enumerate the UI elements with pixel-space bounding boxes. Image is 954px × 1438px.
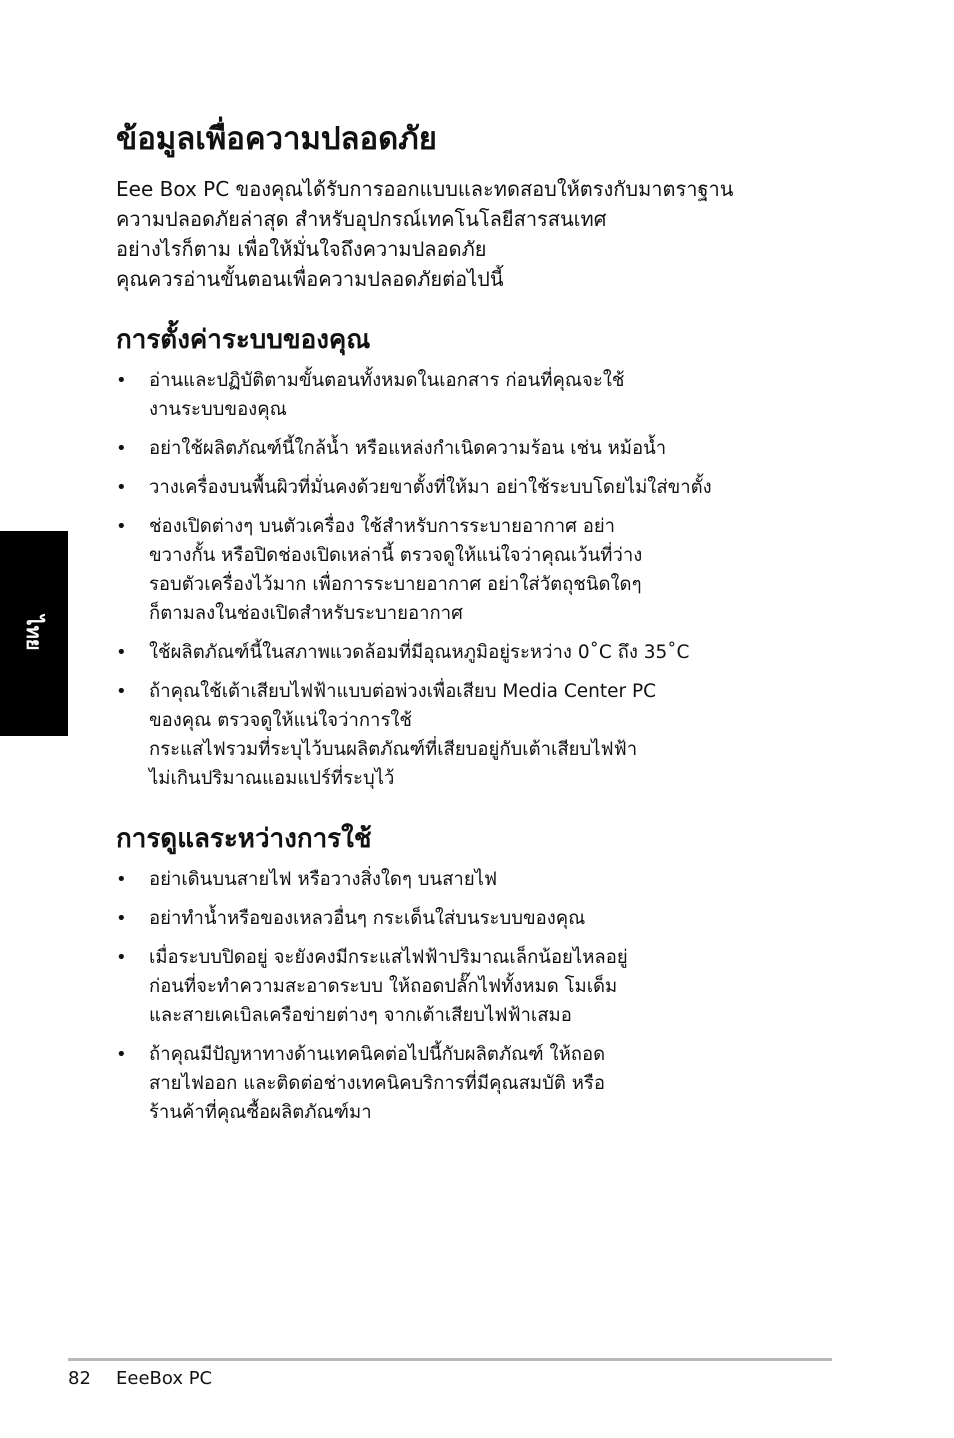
bullet-icon: • [116, 908, 127, 929]
list-item [116, 865, 846, 894]
page-number: 82 [68, 1368, 91, 1389]
list-item-line: สายไฟออก และติดต่อช่างเทคนิคบริการที่มีคุณสมบัติ หรือ [149, 1073, 605, 1094]
list-item-line: อ่านและปฏิบัติตามขั้นตอนทั้งหมดในเอกสาร ก่อนที่คุณจะใช้ [149, 370, 625, 391]
language-tab [0, 531, 68, 736]
list-item [116, 473, 846, 502]
list-item-line: วางเครื่องบนพื้นผิวที่มั่นคงด้วยขาตั้งที่ให้มา อย่าใช้ระบบโดยไม่ใส่ขาตั้ง [149, 477, 712, 498]
bullet-icon: • [116, 477, 127, 498]
list-item-line: อย่าเดินบนสายไฟ หรือวางสิ่งใดๆ บนสายไฟ [149, 869, 498, 890]
list-item-line: ก่อนที่จะทำความสะอาดระบบ ให้ถอดปลั๊กไฟทั้งหมด โมเด็ม [149, 976, 618, 997]
page-content [116, 118, 846, 1137]
list-item-line: ไม่เกินปริมาณแอมแปร์ที่ระบุไว้ [149, 768, 395, 789]
list-item [116, 638, 846, 667]
list-item-line: และสายเคเบิลเครือข่ายต่างๆ จากเต้าเสียบไฟฟ้าเสมอ [149, 1005, 572, 1026]
care-list [116, 865, 846, 1127]
section-heading-setup: การตั้งค่าระบบของคุณ [116, 325, 371, 355]
list-item-line: กระแสไฟรวมที่ระบุไว้บนผลิตภัณฑ์ที่เสียบอยู่กับเต้าเสียบไฟฟ้า [149, 739, 638, 760]
intro-line: ความปลอดภัยล่าสุด สำหรับอุปกรณ์เทคโนโลยีสารสนเทศ [116, 207, 607, 231]
list-item-line: ช่องเปิดต่างๆ บนตัวเครื่อง ใช้สำหรับการระบายอากาศ อย่า [149, 516, 616, 537]
list-item-line: ร้านค้าที่คุณซื้อผลิตภัณฑ์มา [149, 1102, 372, 1123]
language-tab-label: ไทย [22, 615, 46, 651]
page-title: ข้อมูลเพื่อความปลอดภัย [116, 121, 437, 157]
list-item-line: เมื่อระบบปิดอยู่ จะยังคงมีกระแสไฟฟ้าปริมาณเล็กน้อยไหลอยู่ [149, 947, 628, 968]
intro-line: อย่างไรก็ตาม เพื่อให้มั่นใจถึงความปลอดภัย [116, 237, 487, 261]
bullet-icon: • [116, 681, 127, 702]
list-item-line: ถ้าคุณมีปัญหาทางด้านเทคนิคต่อไปนี้กับผลิตภัณฑ์ ให้ถอด [149, 1044, 606, 1065]
list-item [116, 1040, 846, 1127]
list-item-line: งานระบบของคุณ [149, 399, 287, 420]
list-item-line: ก็ตามลงในช่องเปิดสำหรับระบายอากาศ [149, 603, 463, 624]
bullet-icon: • [116, 438, 127, 459]
setup-list [116, 366, 846, 793]
bullet-icon: • [116, 642, 127, 663]
list-item-line: รอบตัวเครื่องไว้มาก เพื่อการระบายอากาศ อย่าใส่วัตถุชนิดใดๆ [149, 574, 642, 595]
list-item-line: ใช้ผลิตภัณฑ์นี้ในสภาพแวดล้อมที่มีอุณหภูมิอยู่ระหว่าง 0˚C ถึง 35˚C [149, 642, 690, 663]
product-name: EeeBox PC [116, 1368, 213, 1389]
list-item-line: ถ้าคุณใช้เต้าเสียบไฟฟ้าแบบต่อพ่วงเพื่อเสียบ Media Center PC [149, 681, 657, 702]
intro-line: Eee Box PC ของคุณได้รับการออกแบบและทดสอบให้ตรงกับมาตราฐาน [116, 177, 734, 201]
intro-paragraph [116, 174, 846, 294]
list-item-line: ของคุณ ตรวจดูให้แน่ใจว่าการใช้ [149, 710, 412, 731]
bullet-icon: • [116, 1044, 127, 1065]
list-item [116, 366, 846, 424]
list-item [116, 943, 846, 1030]
bullet-icon: • [116, 516, 127, 537]
footer-divider [68, 1358, 832, 1361]
intro-line: คุณควรอ่านขั้นตอนเพื่อความปลอดภัยต่อไปนี้ [116, 267, 504, 291]
list-item-line: อย่าทำน้ำหรือของเหลวอื่นๆ กระเด็นใส่บนระบบของคุณ [149, 908, 586, 929]
list-item [116, 434, 846, 463]
list-item-line: ขวางกั้น หรือปิดช่องเปิดเหล่านี้ ตรวจดูให้แน่ใจว่าคุณเว้นที่ว่าง [149, 545, 643, 566]
bullet-icon: • [116, 869, 127, 890]
bullet-icon: • [116, 947, 127, 968]
list-item-line: อย่าใช้ผลิตภัณฑ์นี้ใกล้น้ำ หรือแหล่งกำเนิดความร้อน เช่น หม้อน้ำ [149, 438, 667, 459]
list-item [116, 904, 846, 933]
page-footer [68, 1367, 212, 1391]
list-item [116, 512, 846, 628]
list-item [116, 677, 846, 793]
section-heading-care: การดูแลระหว่างการใช้ [116, 824, 372, 854]
bullet-icon: • [116, 370, 127, 391]
